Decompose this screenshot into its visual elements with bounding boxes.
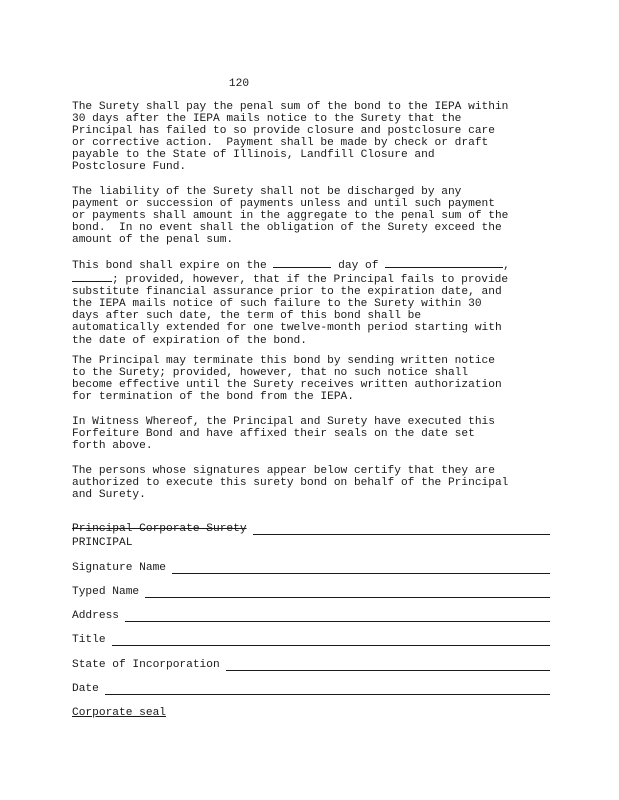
state-row — [72, 659, 550, 671]
paragraph-surety-payment — [72, 101, 550, 174]
field-label: Signature Name — [72, 562, 166, 574]
principal-signature-line[interactable] — [253, 524, 550, 535]
text-line: The persons whose signatures appear below certify that they are — [72, 465, 495, 477]
text-line — [72, 258, 550, 272]
text-line: amount of the penal sum. — [72, 234, 234, 247]
address-field[interactable] — [125, 611, 550, 622]
text-line: Postclosure Fund. — [72, 161, 187, 174]
text-line: days after such date, the term of this bond shall be — [72, 310, 422, 323]
text-line: and Surety. — [72, 489, 146, 502]
paragraph-liability — [72, 186, 550, 246]
field-label: Title — [72, 634, 106, 646]
signature-name-row — [72, 562, 550, 574]
paragraph-termination — [72, 355, 550, 403]
expire-month-blank[interactable] — [385, 258, 503, 268]
text-line: payable to the State of Illinois, Landfill Closure and — [72, 149, 435, 162]
text-line: In Witness Whereof, the Principal and Surety have executed this — [72, 416, 495, 428]
title-field[interactable] — [112, 635, 550, 646]
struck-heading: Principal Corporate Surety — [72, 523, 247, 535]
text-line — [72, 272, 550, 286]
text-line: bond. In no event shall the obligation of the Surety exceed the — [72, 222, 502, 235]
title-row — [72, 634, 550, 646]
text-line: The Principal may terminate this bond by sending written notice — [72, 355, 495, 367]
text-line: for termination of the bond from the IEPA. — [72, 391, 354, 404]
text-line: substitute financial assurance prior to the expiration date, and — [72, 286, 502, 299]
text-line: forth above. — [72, 440, 153, 453]
field-label: Typed Name — [72, 586, 140, 598]
text-line: automatically extended for one twelve-month period starting with — [72, 322, 502, 335]
paragraph-expiration — [72, 258, 550, 347]
principal-heading-row — [72, 537, 550, 549]
state-of-incorporation-field[interactable] — [226, 660, 550, 671]
text-line: The liability of the Surety shall not be discharged by any — [72, 186, 462, 198]
paragraph-witness — [72, 416, 550, 452]
text-line: 30 days after the IEPA mails notice to the Surety that the — [72, 113, 462, 126]
corporate-seal-label: Corporate seal — [72, 707, 166, 719]
text-line: Principal has failed to so provide closure and postclosure care — [72, 125, 495, 138]
date-field[interactable] — [105, 684, 550, 695]
day-of-text: day of — [331, 260, 386, 272]
text-line: the IEPA mails notice of such failure to the Surety within 30 — [72, 298, 482, 311]
text-line: the date of expiration of the bond. — [72, 334, 307, 347]
text-line: or payments shall amount in the aggregate to the penal sum of the — [72, 210, 509, 223]
text-line: or corrective action. Payment shall be made by check or draft — [72, 137, 489, 150]
field-label: State of Incorporation — [72, 659, 220, 671]
signature-heading-row — [72, 523, 550, 535]
text-line: to the Surety; provided, however, that no such notice shall — [72, 367, 469, 380]
text-line: Forfeiture Bond and have affixed their seals on the date set — [72, 428, 475, 441]
text-line: payment or succession of payments unless and until such payment — [72, 198, 495, 211]
typed-name-field[interactable] — [145, 587, 550, 598]
address-row — [72, 610, 550, 622]
expire-year-blank[interactable] — [72, 272, 112, 282]
corporate-seal-row — [72, 707, 550, 719]
text-line: authorized to execute this surety bond on behalf of the Principal — [72, 477, 509, 490]
page-number: 120 — [228, 78, 250, 90]
field-label: Date — [72, 683, 99, 695]
signature-name-field[interactable] — [172, 563, 550, 574]
text-line: become effective until the Surety receives written authorization — [72, 379, 502, 392]
expire-day-blank[interactable] — [273, 258, 331, 268]
typed-name-row — [72, 586, 550, 598]
comma-text: , — [503, 260, 510, 272]
expire-text: This bond shall expire on the — [72, 260, 274, 272]
text-line: The Surety shall pay the penal sum of the bond to the IEPA within — [72, 101, 509, 113]
date-row — [72, 683, 550, 695]
field-label: Address — [72, 610, 119, 622]
provided-text: ; provided, however, that if the Principal fails to provide — [112, 274, 509, 287]
paragraph-certification — [72, 465, 550, 501]
principal-heading: PRINCIPAL — [72, 537, 133, 549]
